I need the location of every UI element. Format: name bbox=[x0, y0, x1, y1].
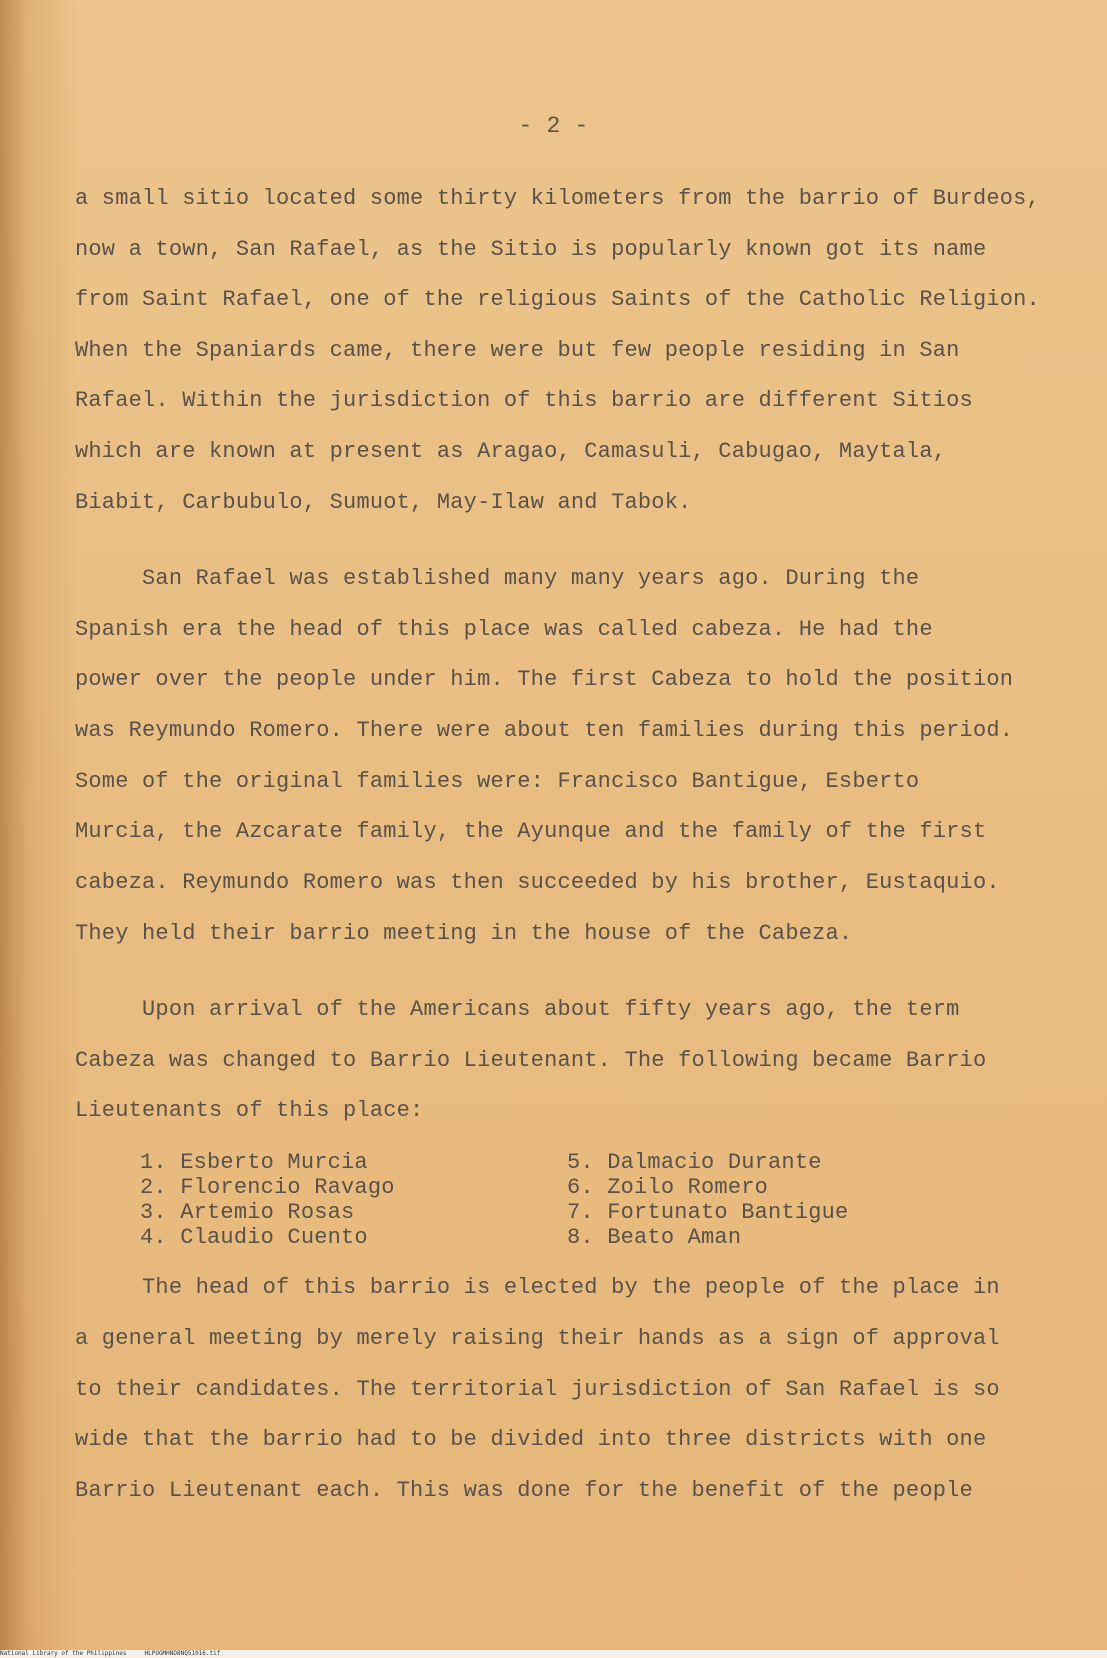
list-item: 2. Florencio Ravago bbox=[140, 1175, 395, 1200]
text-line: Biabit, Carbubulo, Sumuot, May-Ilaw and Tabok. bbox=[75, 490, 692, 515]
text-line: power over the people under him. The first Cabeza to hold the position bbox=[75, 667, 1014, 692]
text-line: to their candidates. The territorial jurisdiction of San Rafael is so bbox=[75, 1377, 1000, 1402]
text-line: They held their barrio meeting in the house of the Cabeza. bbox=[75, 921, 853, 946]
scan-footer-text: National Library of the Philippines HLPOGMHND8NQ51016.tif bbox=[0, 1650, 221, 1657]
list-item: 5. Dalmacio Durante bbox=[567, 1150, 822, 1175]
text-line: a general meeting by merely raising their hands as a sign of approval bbox=[75, 1326, 1000, 1351]
list-item: 7. Fortunato Bantigue bbox=[567, 1200, 849, 1225]
text-line: The head of this barrio is elected by the people of the place in bbox=[75, 1275, 1000, 1300]
text-line: Rafael. Within the jurisdiction of this barrio are different Sitios bbox=[75, 388, 973, 413]
list-item: 8. Beato Aman bbox=[567, 1225, 742, 1250]
text-line: Barrio Lieutenant each. This was done for the benefit of the people bbox=[75, 1478, 973, 1503]
page-number: - 2 - bbox=[518, 113, 589, 139]
text-line: was Reymundo Romero. There were about ten families during this period. bbox=[75, 718, 1014, 743]
text-line: Some of the original families were: Francisco Bantigue, Esberto bbox=[75, 769, 920, 794]
text-line: from Saint Rafael, one of the religious Saints of the Catholic Religion. bbox=[75, 287, 1040, 312]
text-line: San Rafael was established many many years ago. During the bbox=[75, 566, 920, 591]
text-line: Cabeza was changed to Barrio Lieutenant. The following became Barrio bbox=[75, 1048, 987, 1073]
text-line: now a town, San Rafael, as the Sitio is popularly known got its name bbox=[75, 237, 987, 262]
text-line: wide that the barrio had to be divided into three districts with one bbox=[75, 1427, 987, 1452]
text-line: which are known at present as Aragao, Camasuli, Cabugao, Maytala, bbox=[75, 439, 947, 464]
text-line: a small sitio located some thirty kilometers from the barrio of Burdeos, bbox=[75, 186, 1040, 211]
scan-footer-strip bbox=[0, 1650, 1107, 1658]
list-item: 6. Zoilo Romero bbox=[567, 1175, 769, 1200]
text-line: Spanish era the head of this place was called cabeza. He had the bbox=[75, 617, 933, 642]
text-line: Upon arrival of the Americans about fifty years ago, the term bbox=[75, 997, 960, 1022]
text-line: When the Spaniards came, there were but few people residing in San bbox=[75, 338, 960, 363]
text-line: Murcia, the Azcarate family, the Ayunque and the family of the first bbox=[75, 819, 987, 844]
text-line: Lieutenants of this place: bbox=[75, 1098, 424, 1123]
text-line: cabeza. Reymundo Romero was then succeeded by his brother, Eustaquio. bbox=[75, 870, 1000, 895]
list-item: 3. Artemio Rosas bbox=[140, 1200, 355, 1225]
list-item: 4. Claudio Cuento bbox=[140, 1225, 368, 1250]
list-item: 1. Esberto Murcia bbox=[140, 1150, 368, 1175]
